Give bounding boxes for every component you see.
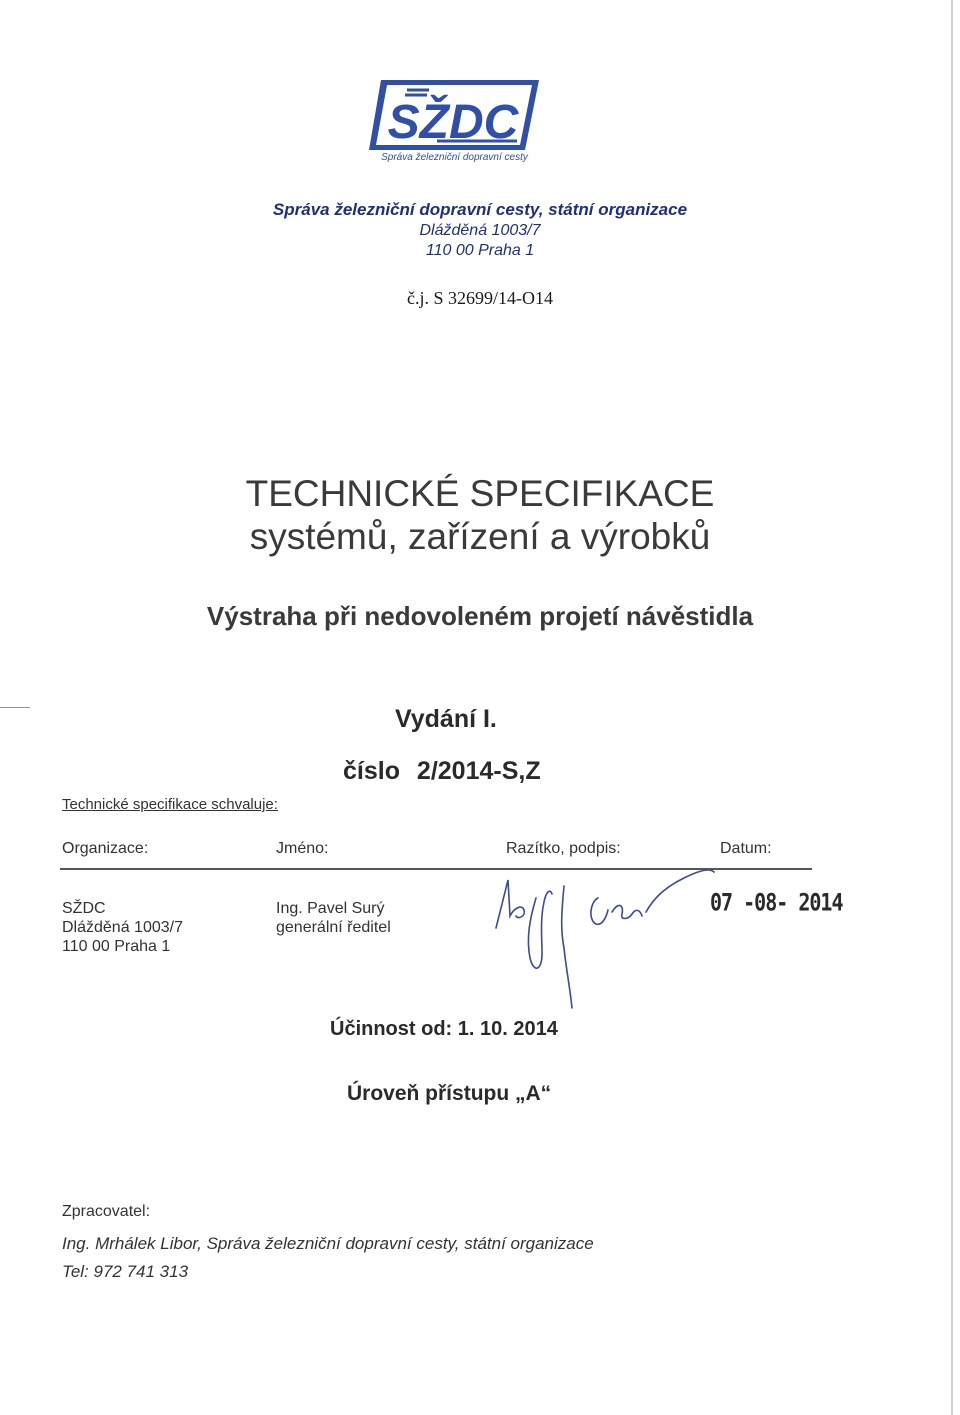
org-line: SŽDC [62,900,106,917]
address-street: Dlážděná 1003/7 [419,222,541,239]
org-line: Dlážděná 1003/7 [62,919,183,936]
organization-address [0,221,960,261]
org-line: 110 00 Praha 1 [62,938,171,955]
edition: Vydání I. [395,705,497,733]
prepared-person: Ing. Mrhálek Libor, Správa železniční dopravní cesty, státní organizace [62,1234,594,1253]
document-subject: Výstraha při nedovoleném projetí návěstidla [206,601,754,631]
column-name: Jméno: [276,840,329,857]
title-line-1: TECHNICKÉ SPECIFIKACE [245,473,715,514]
reference-number: č.j. S 32699/14-O14 [407,288,553,308]
column-organization: Organizace: [62,840,149,857]
logo-text: SŽDC [387,96,519,149]
approver-organization [62,899,183,956]
title-line-2: systémů, zařízení a výrobků [249,516,711,557]
column-date: Datum: [720,840,772,857]
handwritten-signature [478,858,718,1023]
column-stamp-signature: Razítko, podpis: [506,840,621,857]
logo-subtitle: Správa železniční dopravní cesty [381,152,528,163]
prepared-label: Zpracovatel: [62,1203,151,1220]
margin-mark [0,707,30,708]
name-line: Ing. Pavel Surý [276,900,385,917]
document-title [0,472,960,558]
date-stamp: 07 -08- 2014 [710,887,843,917]
organization-name: Správa železniční dopravní cesty, státní organizace [272,200,688,219]
approver-name [276,899,391,937]
prepared-phone: Tel: 972 741 313 [62,1262,189,1281]
effective-date: Účinnost od: 1. 10. 2014 [330,1018,558,1040]
approval-label: Technické specifikace schvaluje: [62,796,278,813]
name-line: generální ředitel [276,919,391,936]
address-city: 110 00 Praha 1 [425,242,535,259]
access-level: Úroveň přístupu „A“ [347,1082,552,1105]
document-number: číslo 2/2014-S,Z [343,757,541,785]
